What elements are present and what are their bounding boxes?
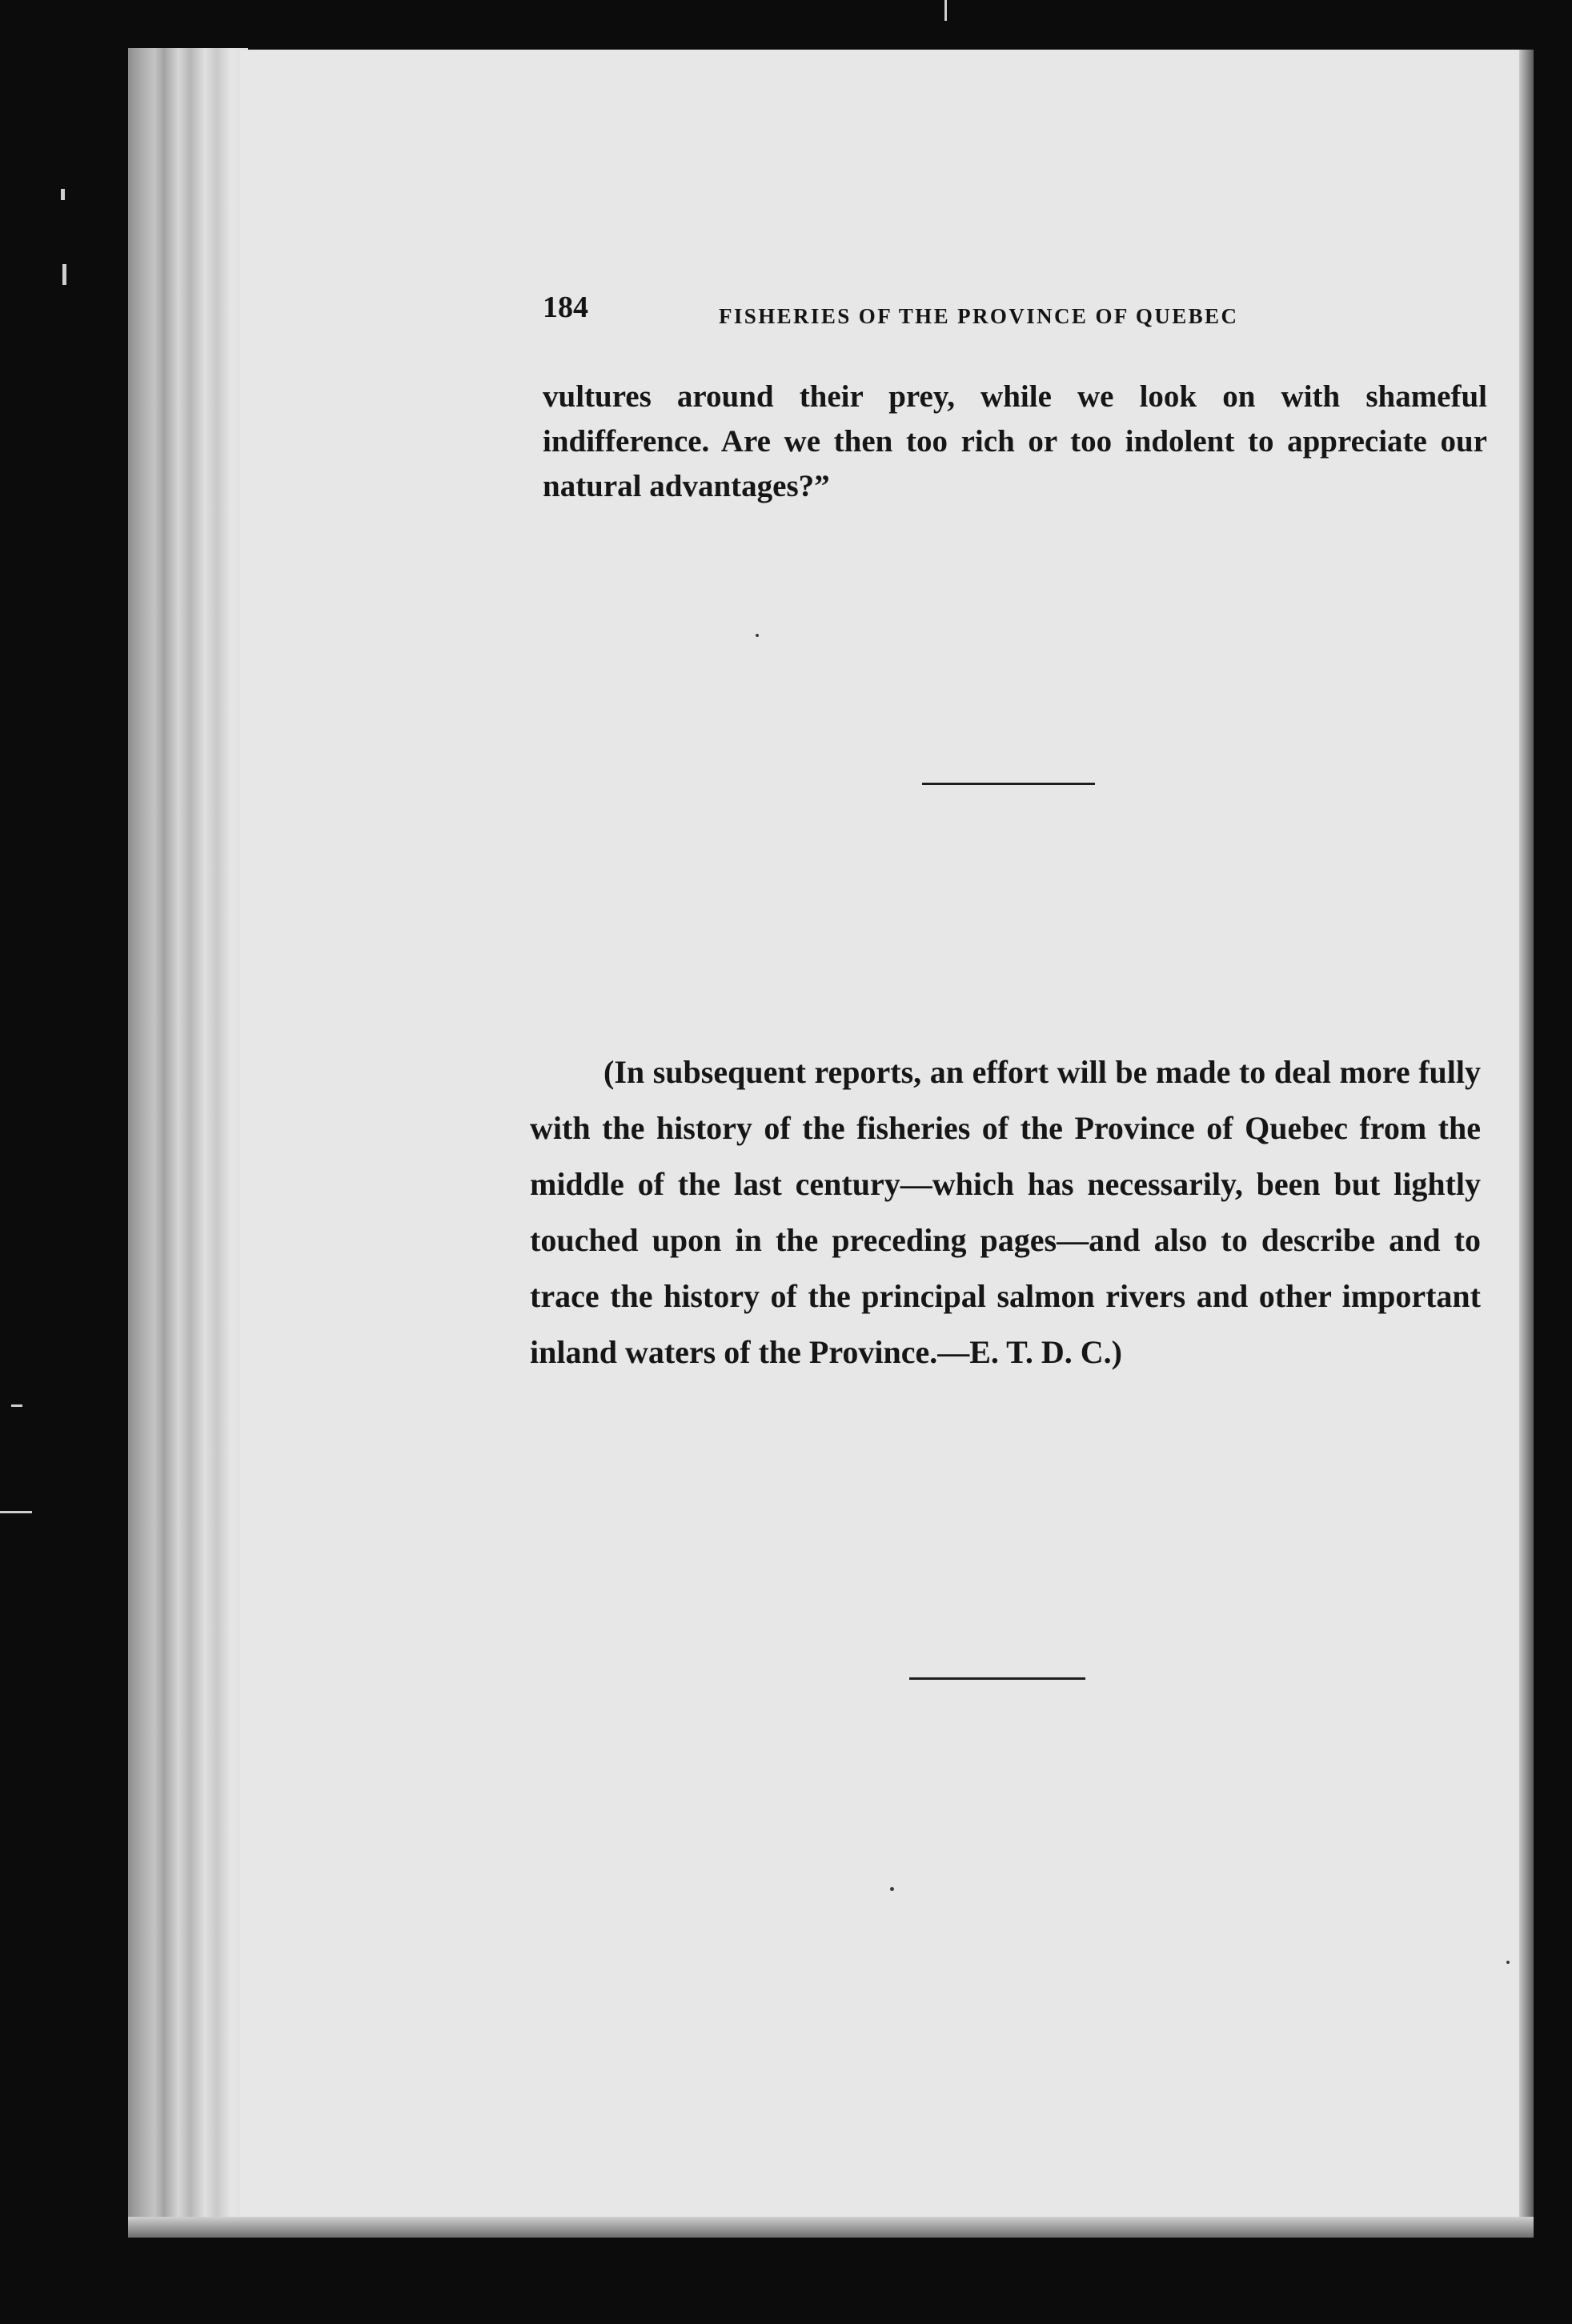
page-right-shadow xyxy=(1519,50,1534,2229)
body-paragraph: vultures around their prey, while we look on with shameful indifference. Are we then too rich or too indolent to appreciate our natural advantages?” xyxy=(543,379,1487,503)
page-number: 184 xyxy=(543,290,588,324)
scan-edge-mark xyxy=(944,0,947,21)
editorial-note-paragraph: (In subsequent reports, an effort will be made to deal more fully with the history of the fisheries of the Province of Quebec from the middle of the last century—which has necessarily, been but lightly touched upon in the preceding pages—and also to describe and to trace the history of the principal salmon rivers and other important inland waters of the Province.—E. T. D. C.) xyxy=(530,1054,1481,1370)
scan-edge-mark xyxy=(62,264,66,285)
paper-speck xyxy=(1506,1961,1510,1964)
page-stack-edge xyxy=(128,48,248,2233)
scan-edge-mark xyxy=(11,1404,22,1407)
paper-speck xyxy=(756,634,759,637)
scan-edge-mark xyxy=(0,1511,32,1513)
section-divider-rule xyxy=(909,1677,1085,1680)
page-bottom-edge xyxy=(128,2217,1534,2238)
running-head: FISHERIES OF THE PROVINCE OF QUEBEC xyxy=(719,304,1239,328)
scan-edge-mark xyxy=(61,189,65,200)
section-divider-rule xyxy=(922,783,1095,785)
paper-speck xyxy=(890,1887,894,1891)
